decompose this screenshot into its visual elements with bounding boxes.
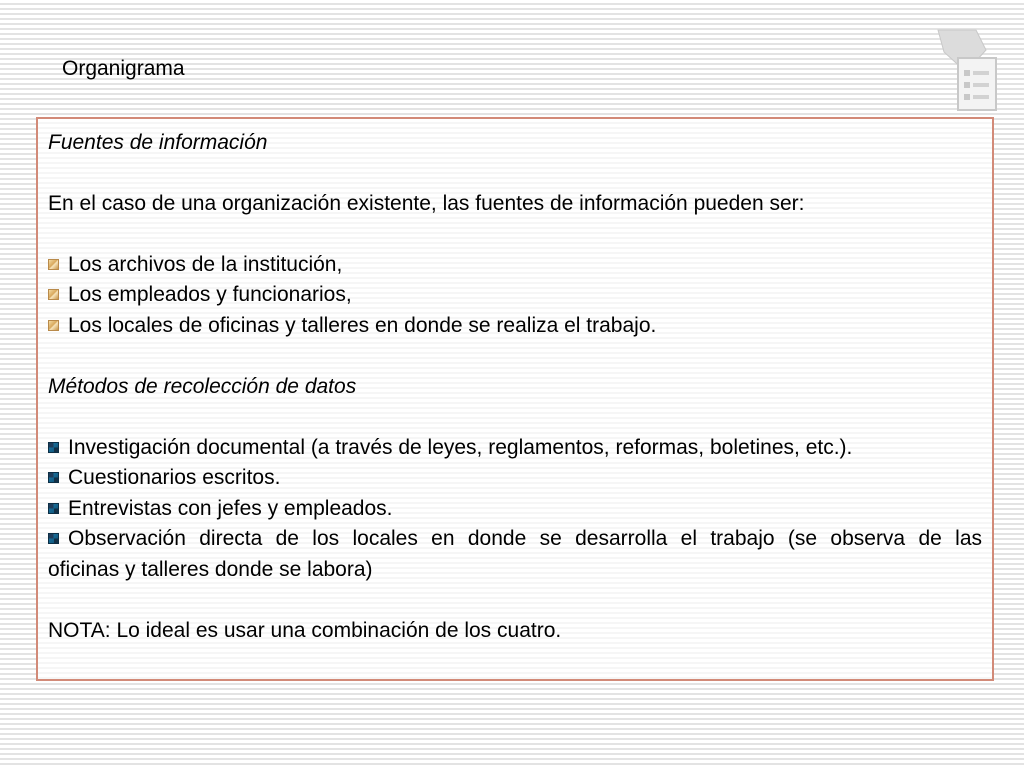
list-item-text: Cuestionarios escritos. xyxy=(68,466,281,489)
list-item-text: Los empleados y funcionarios, xyxy=(68,283,352,306)
list-item xyxy=(48,494,982,524)
list-item xyxy=(48,524,982,554)
bullet-icon xyxy=(48,503,59,514)
list-item xyxy=(48,250,982,280)
section-heading-methods: Métodos de recolección de datos xyxy=(48,375,357,398)
list-item-text: Investigación documental (a través de leyes, reglamentos, reformas, boletines, etc.). xyxy=(68,436,853,459)
note-text: NOTA: Lo ideal es usar una combinación de los cuatro. xyxy=(48,619,562,642)
bullet-icon xyxy=(48,289,59,300)
list-item-text: Los locales de oficinas y talleres en donde se realiza el trabajo. xyxy=(68,314,657,337)
bullet-icon xyxy=(48,472,59,483)
list-item xyxy=(48,280,982,310)
list-item xyxy=(48,311,982,341)
list-item xyxy=(48,463,982,493)
bullet-icon xyxy=(48,320,59,331)
list-item-text: Los archivos de la institución, xyxy=(68,253,343,276)
list-item-continuation: oficinas y talleres donde se labora) xyxy=(48,558,373,581)
document-list-icon xyxy=(936,26,1000,114)
bullet-icon xyxy=(48,259,59,270)
list-item-text: Observación directa de los locales en donde se desarrolla el trabajo (se observa de las xyxy=(68,527,982,550)
list-item xyxy=(48,433,982,463)
section-heading-sources: Fuentes de información xyxy=(48,131,268,154)
slide-title: Organigrama xyxy=(62,57,185,80)
intro-text: En el caso de una organización existente, las fuentes de información pueden ser: xyxy=(48,192,805,215)
content-box xyxy=(36,117,994,681)
bullet-icon xyxy=(48,533,59,544)
list-item-text: Entrevistas con jefes y empleados. xyxy=(68,497,393,520)
bullet-icon xyxy=(48,442,59,453)
